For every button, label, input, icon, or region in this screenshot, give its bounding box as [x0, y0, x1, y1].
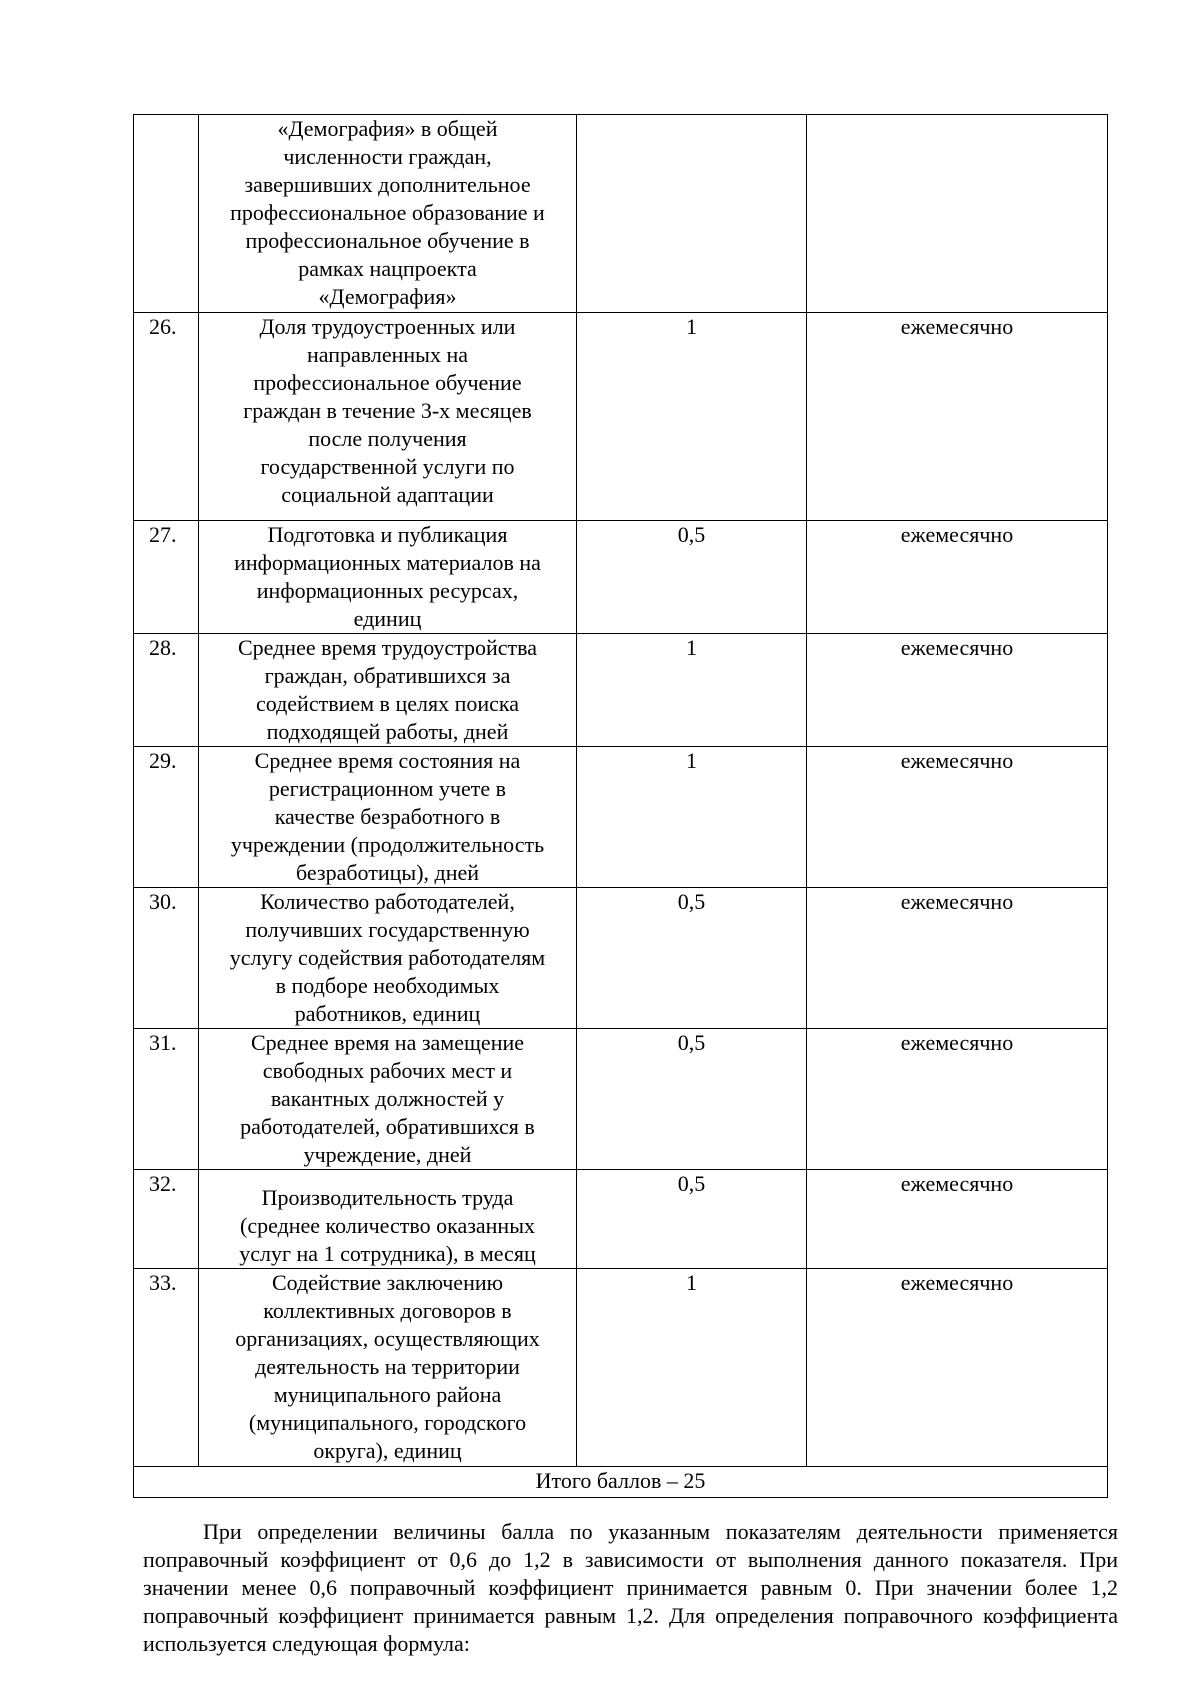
- body-paragraph: [143, 1518, 1118, 1658]
- row-description: Среднее время трудоустройства граждан, обратившихся за содействием в целях поиска подходящей работы, дней: [199, 634, 577, 747]
- table-row: [134, 747, 1108, 888]
- row-points: 0,5: [577, 1029, 807, 1170]
- total-score: Итого баллов – 25: [134, 1467, 1108, 1498]
- row-points: 0,5: [577, 1170, 807, 1269]
- row-number: 31.: [134, 1029, 199, 1170]
- row-number: 30.: [134, 888, 199, 1029]
- table-row: [134, 313, 1108, 521]
- row-number: 32.: [134, 1170, 199, 1269]
- table-row: [134, 634, 1108, 747]
- row-frequency: [807, 115, 1108, 313]
- table-row: [134, 1170, 1108, 1269]
- table-row: [134, 1269, 1108, 1467]
- row-points: 1: [577, 747, 807, 888]
- row-points: 0,5: [577, 888, 807, 1029]
- table-row: [134, 1029, 1108, 1170]
- row-number: 27.: [134, 521, 199, 634]
- row-frequency: ежемесячно: [807, 888, 1108, 1029]
- row-points: 1: [577, 1269, 807, 1467]
- row-number: 29.: [134, 747, 199, 888]
- row-frequency: ежемесячно: [807, 1170, 1108, 1269]
- table-row: [134, 521, 1108, 634]
- row-description: Количество работодателей, получивших государственную услугу содействия работодателям в подборе необходимых работников, единиц: [199, 888, 577, 1029]
- row-description: Среднее время на замещение свободных рабочих мест и вакантных должностей у работодателей, обратившихся в учреждение, дней: [199, 1029, 577, 1170]
- row-frequency: ежемесячно: [807, 313, 1108, 521]
- row-frequency: ежемесячно: [807, 747, 1108, 888]
- indicators-table: [133, 114, 1108, 1498]
- row-description: Среднее время состояния на регистрационном учете в качестве безработного в учреждении (продолжительность безработицы), дней: [199, 747, 577, 888]
- row-frequency: ежемесячно: [807, 1029, 1108, 1170]
- row-number: 28.: [134, 634, 199, 747]
- table-row: [134, 888, 1108, 1029]
- row-points: 1: [577, 634, 807, 747]
- row-points: [577, 115, 807, 313]
- row-points: 1: [577, 313, 807, 521]
- row-points: 0,5: [577, 521, 807, 634]
- table-row-continued: [134, 115, 1108, 313]
- row-frequency: ежемесячно: [807, 634, 1108, 747]
- row-description: Подготовка и публикация информационных материалов на информационных ресурсах, единиц: [199, 521, 577, 634]
- total-row: [134, 1467, 1108, 1498]
- indicators-table-body: [134, 115, 1108, 1498]
- row-number: [134, 115, 199, 313]
- row-frequency: ежемесячно: [807, 1269, 1108, 1467]
- row-frequency: ежемесячно: [807, 521, 1108, 634]
- paragraph-text: При определении величины балла по указанным показателям деятельности применяется поправочный коэффициент от 0,6 до 1,2 в зависимости от выполнения данного показателя. При значении менее 0,6 поправочный коэффициент принимается равным 0. При значении более 1,2 поправочный коэффициент принимается равным 1,2. Для определения поправочного коэффициента используется следующая формула:: [143, 1519, 1118, 1656]
- row-number: 33.: [134, 1269, 199, 1467]
- row-number: 26.: [134, 313, 199, 521]
- row-description: Доля трудоустроенных или направленных на профессиональное обучение граждан в течение 3-х месяцев после получения государственной услуги по социальной адаптации: [199, 313, 577, 521]
- row-description: «Демография» в общей численности граждан, завершивших дополнительное профессиональное образование и профессиональное обучение в рамках нацпроекта «Демография»: [199, 115, 577, 313]
- row-description: Содействие заключению коллективных договоров в организациях, осуществляющих деятельность на территории муниципального района (муниципального, городского округа), единиц: [199, 1269, 577, 1467]
- row-description: Производительность труда (среднее количество оказанных услуг на 1 сотрудника), в месяц: [199, 1170, 577, 1269]
